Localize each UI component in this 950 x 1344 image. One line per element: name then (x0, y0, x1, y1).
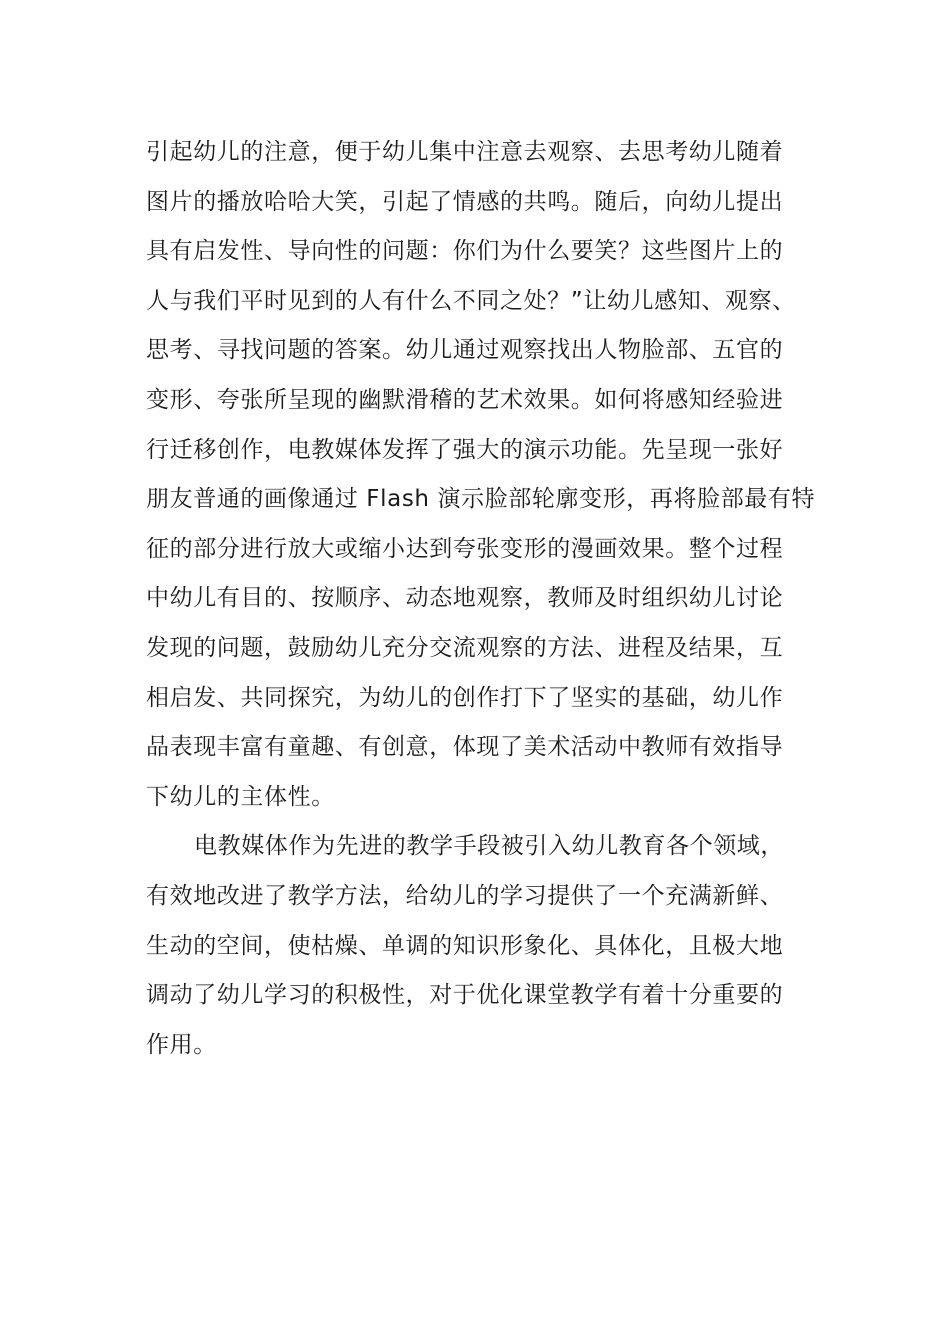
body-text (146, 128, 866, 1070)
paragraph-start-line: 电教媒体作为先进的教学手段被引入幼儿教育各个领域， (194, 833, 784, 860)
text-line: 引起幼儿的注意，便于幼儿集中注意去观察、去思考幼儿随着 (146, 139, 784, 165)
text-line: 朋友普通的画像通过 Flash 演示脸部轮廓变形，再将脸部最有特 (146, 486, 816, 513)
text-line: 人与我们平时见到的人有什么不同之处？”让幼儿感知、观察、 (146, 287, 796, 314)
text-line: 调动了幼儿学习的积极性，对于优化课堂教学有着十分重要的 (146, 982, 784, 1009)
text-line: 品表现丰富有童趣、有创意，体现了美术活动中教师有效指导 (146, 734, 784, 761)
text-line: 图片的播放哈哈大笑，引起了情感的共鸣。随后，向幼儿提出 (146, 188, 784, 215)
text-line: 生动的空间，使枯燥、单调的知识形象化、具体化，且极大地 (146, 932, 784, 959)
text-line: 中幼儿有目的、按顺序、动态地观察，教师及时组织幼儿讨论 (146, 585, 784, 612)
text-line: 变形、夸张所呈现的幽默滑稽的艺术效果。如何将感知经验进 (146, 386, 784, 413)
text-line: 征的部分进行放大或缩小达到夸张变形的漫画效果。整个过程 (146, 535, 784, 562)
text-line: 相启发、共同探究，为幼儿的创作打下了坚实的基础，幼儿作 (146, 684, 784, 711)
text-line: 具有启发性、导向性的问题：你们为什么要笑？这些图片上的 (146, 238, 784, 265)
text-line: 思考、寻找问题的答案。幼儿通过观察找出人物脸部、五官的 (146, 337, 784, 364)
text-line: 下幼儿的主体性。 (146, 783, 335, 810)
text-line: 发现的问题，鼓励幼儿充分交流观察的方法、进程及结果，互 (146, 634, 784, 661)
text-line: 行迁移创作，电教媒体发挥了强大的演示功能。先呈现一张好 (146, 436, 784, 463)
text-line: 作用。 (146, 1031, 217, 1058)
text-line: 有效地改进了教学方法，给幼儿的学习提供了一个充满新鲜、 (146, 882, 784, 909)
